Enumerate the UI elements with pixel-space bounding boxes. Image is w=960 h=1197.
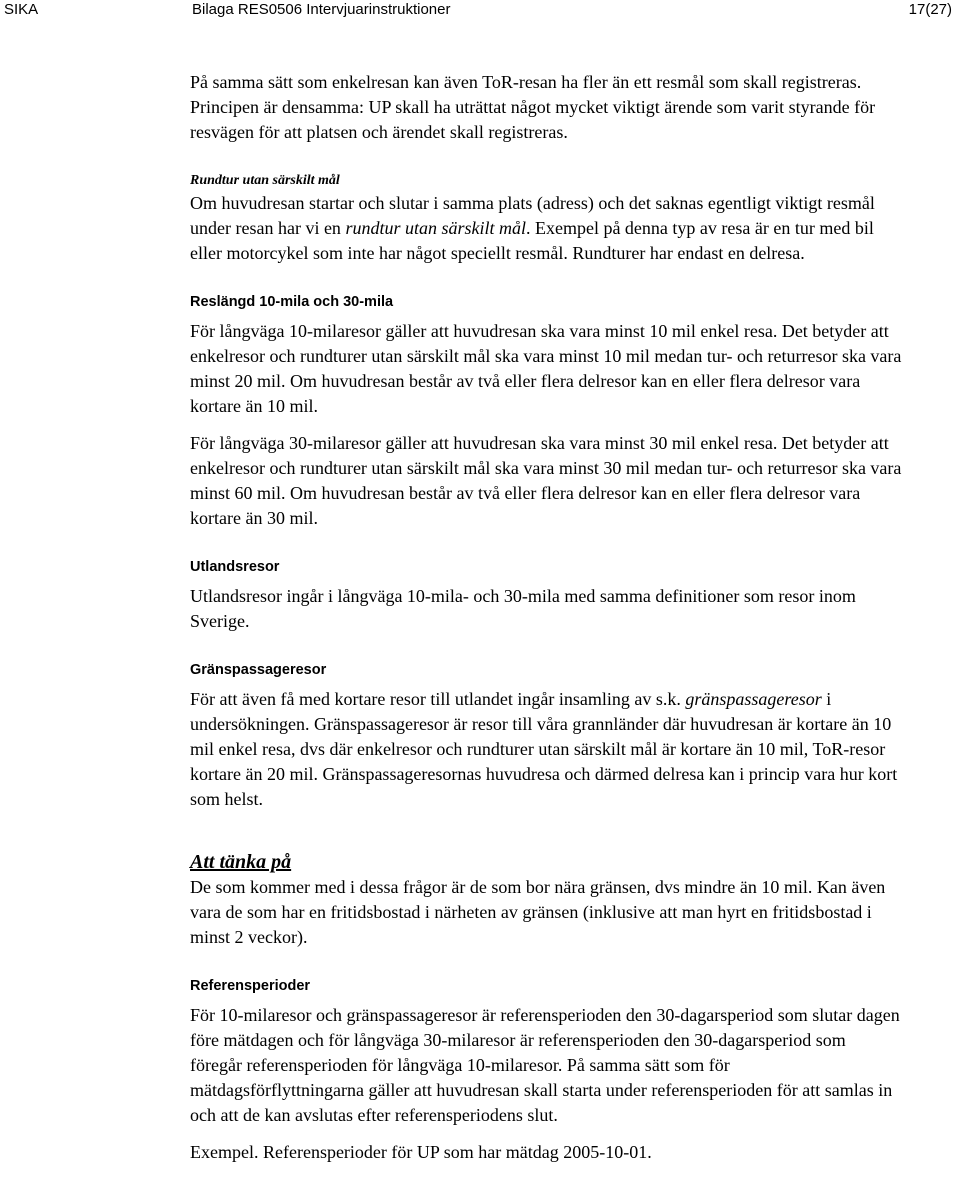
granspassage-term: gränspassageresor: [685, 689, 822, 709]
rundtur-paragraph: Om huvudresan startar och slutar i samma plats (adress) och det saknas egentligt viktigt resmål under resan har vi en rundtur utan särskilt mål. Exempel på denna typ av resa är en tur med bil eller motorcykel som inte har något speciellt resmål. Rundturer har endast en delresa.: [190, 193, 875, 263]
utlandsresor-heading: Utlandsresor: [190, 559, 280, 575]
rundtur-heading: Rundtur utan särskilt mål: [190, 173, 340, 188]
header-page-number: 17(27): [908, 1, 952, 18]
rundtur-term: rundtur utan särskilt mål: [345, 218, 526, 238]
intro-paragraph: På samma sätt som enkelresan kan även ToR-resan ha fler än ett resmål som skall registreras. Principen är densamma: UP skall ha uträttat något mycket viktigt ärende som varit styrande för resvägen för att platsen och ärendet skall registreras.: [190, 72, 876, 142]
reslangd-paragraph-10: För långväga 10-milaresor gäller att huvudresan ska vara minst 10 mil enkel resa. Det betyder att enkelresor och rundturer utan särskilt mål ska vara minst 10 mil medan tur- och returresor ska vara minst 20 mil. Om huvudresan består av två eller flera delresor kan en eller flera delresor vara kortare än 10 mil.: [190, 321, 902, 416]
reslangd-heading: Reslängd 10-mila och 30-mila: [190, 294, 394, 310]
utlandsresor-paragraph: Utlandsresor ingår i långväga 10-mila- och 30-mila med samma definitioner som resor inom Sverige.: [190, 586, 856, 631]
att-tanka-heading: Att tänka på: [190, 851, 292, 873]
header-title: Bilaga RES0506 Intervjuarinstruktioner: [192, 1, 451, 18]
page-header: [0, 0, 960, 20]
referens-paragraph: För 10-milaresor och gränspassageresor är referensperioden den 30-dagarsperiod som slutar dagen före mätdagen och för långväga 30-milaresor är referensperioden den 30-dagarsperiod som föregår referensperioden för långväga 10-milaresor. På samma sätt som för mätdagsförflyttningarna gäller att huvudresan skall starta under referensperioden för att samlas in och att de kan avslutas efter referensperiodens slut.: [190, 1005, 900, 1125]
reslangd-paragraph-30: För långväga 30-milaresor gäller att huvudresan ska vara minst 30 mil enkel resa. Det betyder att enkelresor och rundturer utan särskilt mål ska vara minst 30 mil medan tur- och returresor ska vara minst 60 mil. Om huvudresan består av två eller flera delresor kan en eller flera delresor vara kortare än 30 mil.: [190, 433, 902, 528]
header-org: SIKA: [4, 1, 39, 18]
referens-example: Exempel. Referensperioder för UP som har mätdag 2005-10-01.: [190, 1142, 652, 1162]
granspassage-paragraph: För att även få med kortare resor till utlandet ingår insamling av s.k. gränspassageresor i undersökningen. Gränspassageresor är resor till våra grannländer där huvudresan är kortare än 10 mil enkel resa, dvs där enkelresor och rundturer utan särskilt mål är kortare än 10 mil, ToR-resor kortare än 20 mil. Gränspassageresornas huvudresa och därmed delresa kan i princip vara hur kort som helst.: [190, 689, 898, 809]
att-tanka-paragraph: De som kommer med i dessa frågor är de som bor nära gränsen, dvs mindre än 10 mil. Kan även vara de som har en fritidsbostad i närheten av gränsen (inklusive att man hyrt en fritidsbostad i minst 2 veckor).: [190, 877, 886, 947]
document-body: [190, 70, 902, 1165]
granspassage-heading: Gränspassageresor: [190, 662, 327, 678]
referens-heading: Referensperioder: [190, 978, 311, 994]
